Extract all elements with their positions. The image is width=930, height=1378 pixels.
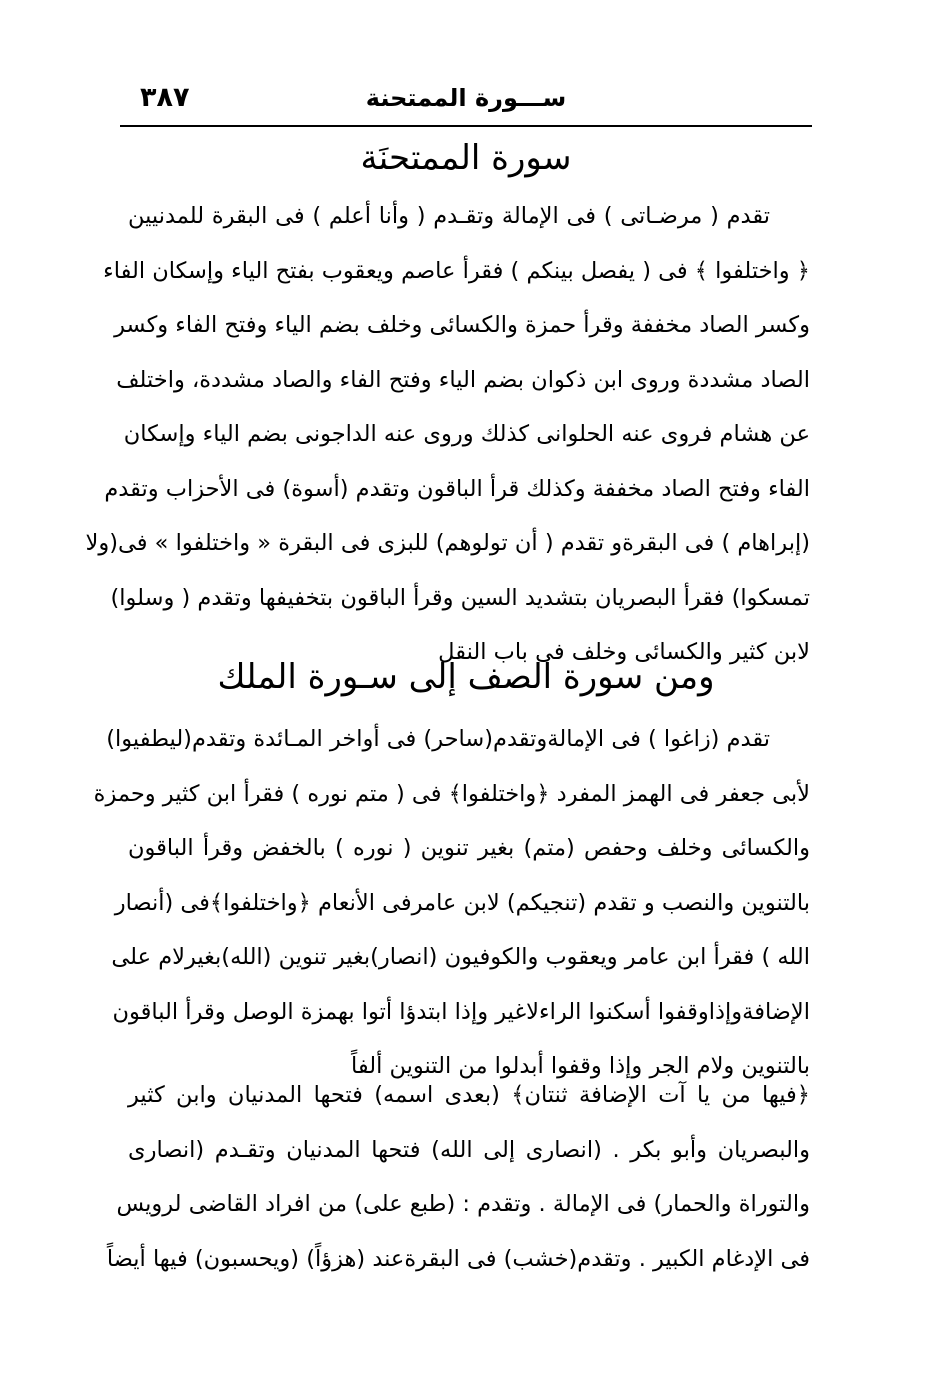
text-line: تقدم (زاغوا ) فى الإمالةوتقدم(ساحر) فى أواخر المـائدة وتقدم(ليطفيوا): [106, 726, 770, 752]
section-body-mumtahana: [85, 189, 810, 680]
text-line: والكسائى وخلف وحفص (متم) بغير تنوين ( نوره ) بالخفض وقرأ الباقون: [128, 835, 810, 861]
section-heading-mumtahana: سورة الممتحنَة: [360, 138, 572, 178]
text-line: عن هشام فروى عنه الحلوانى كذلك وروى عنه الداجونى بضم الياء وإسكان: [123, 421, 810, 447]
text-line: الإضافةوإذاوقفوا أسكنوا الراءلاغير وإذا ابتدؤا أتوا بهمزة الوصل وقرأ الباقون: [112, 998, 810, 1025]
text-line: الفاء وفتح الصاد مخففة وكذلك قرأ الباقون وتقدم (أسوة) فى الأحزاب وتقدم: [104, 475, 810, 502]
text-line: لأبى جعفر فى الهمز المفرد ﴿واختلفوا﴾ فى ( متم نوره ) فقرأ ابن كثير وحمزة: [93, 780, 810, 807]
header-rule: [120, 125, 812, 127]
text-line: وكسر الصاد مخففة وقرأ حمزة والكسائى وخلف بضم الياء وفتح الفاء وكسر: [114, 312, 810, 338]
text-line: ﴿فيها من يا آت الإضافة ثنتان﴾ (بعدى اسمه) فتحها المدنيان وابن كثير: [128, 1082, 810, 1108]
section-heading-saff-to-mulk: ومن سورة الصف إلى سـورة الملك: [217, 657, 715, 697]
text-line: والبصريان وأبو بكر . (انصارى إلى الله) فتحها المدنيان وتقـدم (انصارى: [128, 1136, 810, 1163]
running-header: [120, 78, 812, 118]
running-title: ســـورة الممتحنة: [365, 84, 567, 112]
book-page: [85, 0, 812, 1378]
text-line: فى الإدغام الكبير . وتقدم(خشب) فى البقرةعند (هزؤاً) (ويحسبون) فيها أيضاً: [106, 1245, 810, 1272]
text-line: بالتنوين ولام الجر وإذا وقفوا أبدلوا من التنوين ألفاً: [351, 1053, 810, 1079]
section-body-saff-to-mulk: [93, 712, 810, 1094]
text-line: والتوراة والحمار) فى الإمالة . وتقدم : (طبع على) من افراد القاضى لرويس: [116, 1191, 810, 1217]
text-line: ﴿ واختلفوا ﴾ فى ( يفصل بينكم ) فقرأ عاصم ويعقوب بفتح الياء وإسكان الفاء: [103, 257, 810, 284]
section-body-idafa: [106, 1068, 810, 1286]
text-line: لابن كثير والكسائى وخلف فى باب النقل: [438, 639, 810, 665]
text-line: الصاد مشددة وروى ابن ذكوان بضم الياء وفتح الفاء والصاد مشددة، واختلف: [116, 366, 810, 393]
text-line: (إبراهام ) فى البقرةو تقدم ( أن تولوهم) للبزى فى البقرة « واختلفوا » فى(ولا: [85, 530, 810, 556]
text-line: تمسكوا) فقرأ البصريان بتشديد السين وقرأ الباقون بتخفيفها وتقدم ( وسلوا): [110, 584, 810, 611]
text-line: الله ) فقرأ ابن عامر ويعقوب والكوفيون (انصار)بغير تنوين (الله)بغيرلام على: [111, 944, 810, 970]
page-number: ٣٨٧: [140, 82, 190, 113]
text-line: تقدم ( مرضـاتى ) فى الإمالة وتقـدم ( وأنا أعلم ) فى البقرة للمدنيين: [128, 203, 770, 229]
text-line: بالتنوين والنصب و تقدم (تنجيكم) لابن عامرفى الأنعام ﴿واختلفوا﴾فى (أنصار: [114, 889, 810, 916]
